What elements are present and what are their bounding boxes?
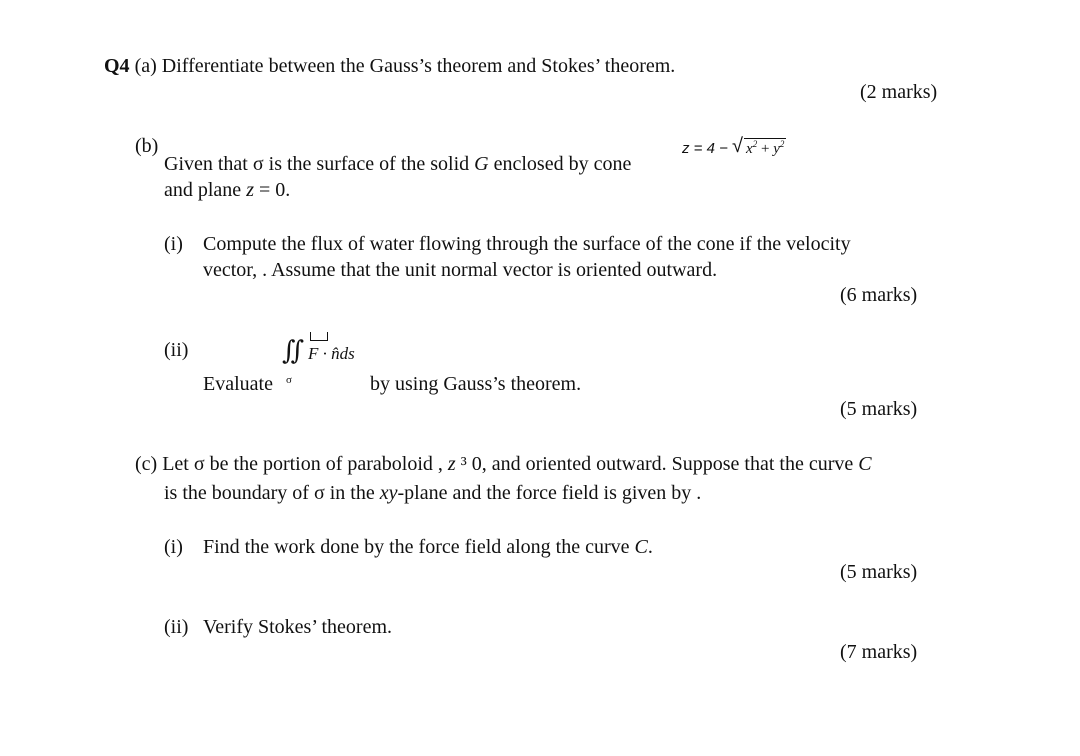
part-a-label: (a) — [134, 55, 157, 77]
part-c-ii-marks: (7 marks) — [840, 641, 918, 663]
double-integral-sign: ∬ — [282, 336, 305, 366]
square-root: √ $x^2 + y^2$ — [732, 135, 785, 157]
part-b-i-label: (i) — [164, 233, 183, 255]
part-a-text: Differentiate between the Gauss’s theorem and Stokes’ theorem. — [161, 55, 676, 77]
evaluate-word: Evaluate — [203, 373, 273, 395]
part-b-i-line1: Compute the flux of water flowing through the surface of the cone if the velocity — [203, 233, 851, 255]
part-c-line1: (c) Let σ be the portion of paraboloid , z ³ 0, and oriented outward. Suppose that the curve C — [135, 453, 872, 475]
question-number: Q4 — [104, 55, 130, 77]
part-b-i-marks: (6 marks) — [840, 284, 918, 306]
part-b-ii-suffix: by using Gauss’s theorem. — [370, 373, 582, 395]
part-b-ii-label: (ii) — [164, 339, 189, 361]
part-c-line2: is the boundary of σ in the xy-plane and the force field is given by . — [164, 482, 702, 504]
question-a-line — [104, 56, 675, 76]
part-c-ii-text: Verify Stokes’ theorem. — [203, 616, 393, 638]
integrand: F · n̂ds — [308, 344, 355, 363]
part-b-label: (b) — [135, 135, 159, 157]
part-c-i-marks: (5 marks) — [840, 561, 918, 583]
part-c-i-text: Find the work done by the force field along the curve C. — [203, 536, 653, 558]
part-a-marks: (2 marks) — [860, 81, 938, 103]
part-b-i-line2: vector, . Assume that the unit normal vector is oriented outward. — [203, 259, 718, 281]
integral-subscript-sigma: σ — [286, 374, 292, 386]
part-b-intro-line2: and plane z = 0. — [164, 179, 291, 201]
cone-equation: z = 4 − √ $x^2 + y^2$ — [682, 135, 785, 157]
part-b-ii-marks: (5 marks) — [840, 398, 918, 420]
part-c-i-label: (i) — [164, 536, 183, 558]
part-b-intro-line1: Given that σ is the surface of the solid G enclosed by cone — [164, 153, 632, 175]
vector-arrow-icon — [310, 332, 328, 341]
radical-sign-icon: √ — [732, 135, 744, 157]
part-c-ii-label: (ii) — [164, 616, 189, 638]
